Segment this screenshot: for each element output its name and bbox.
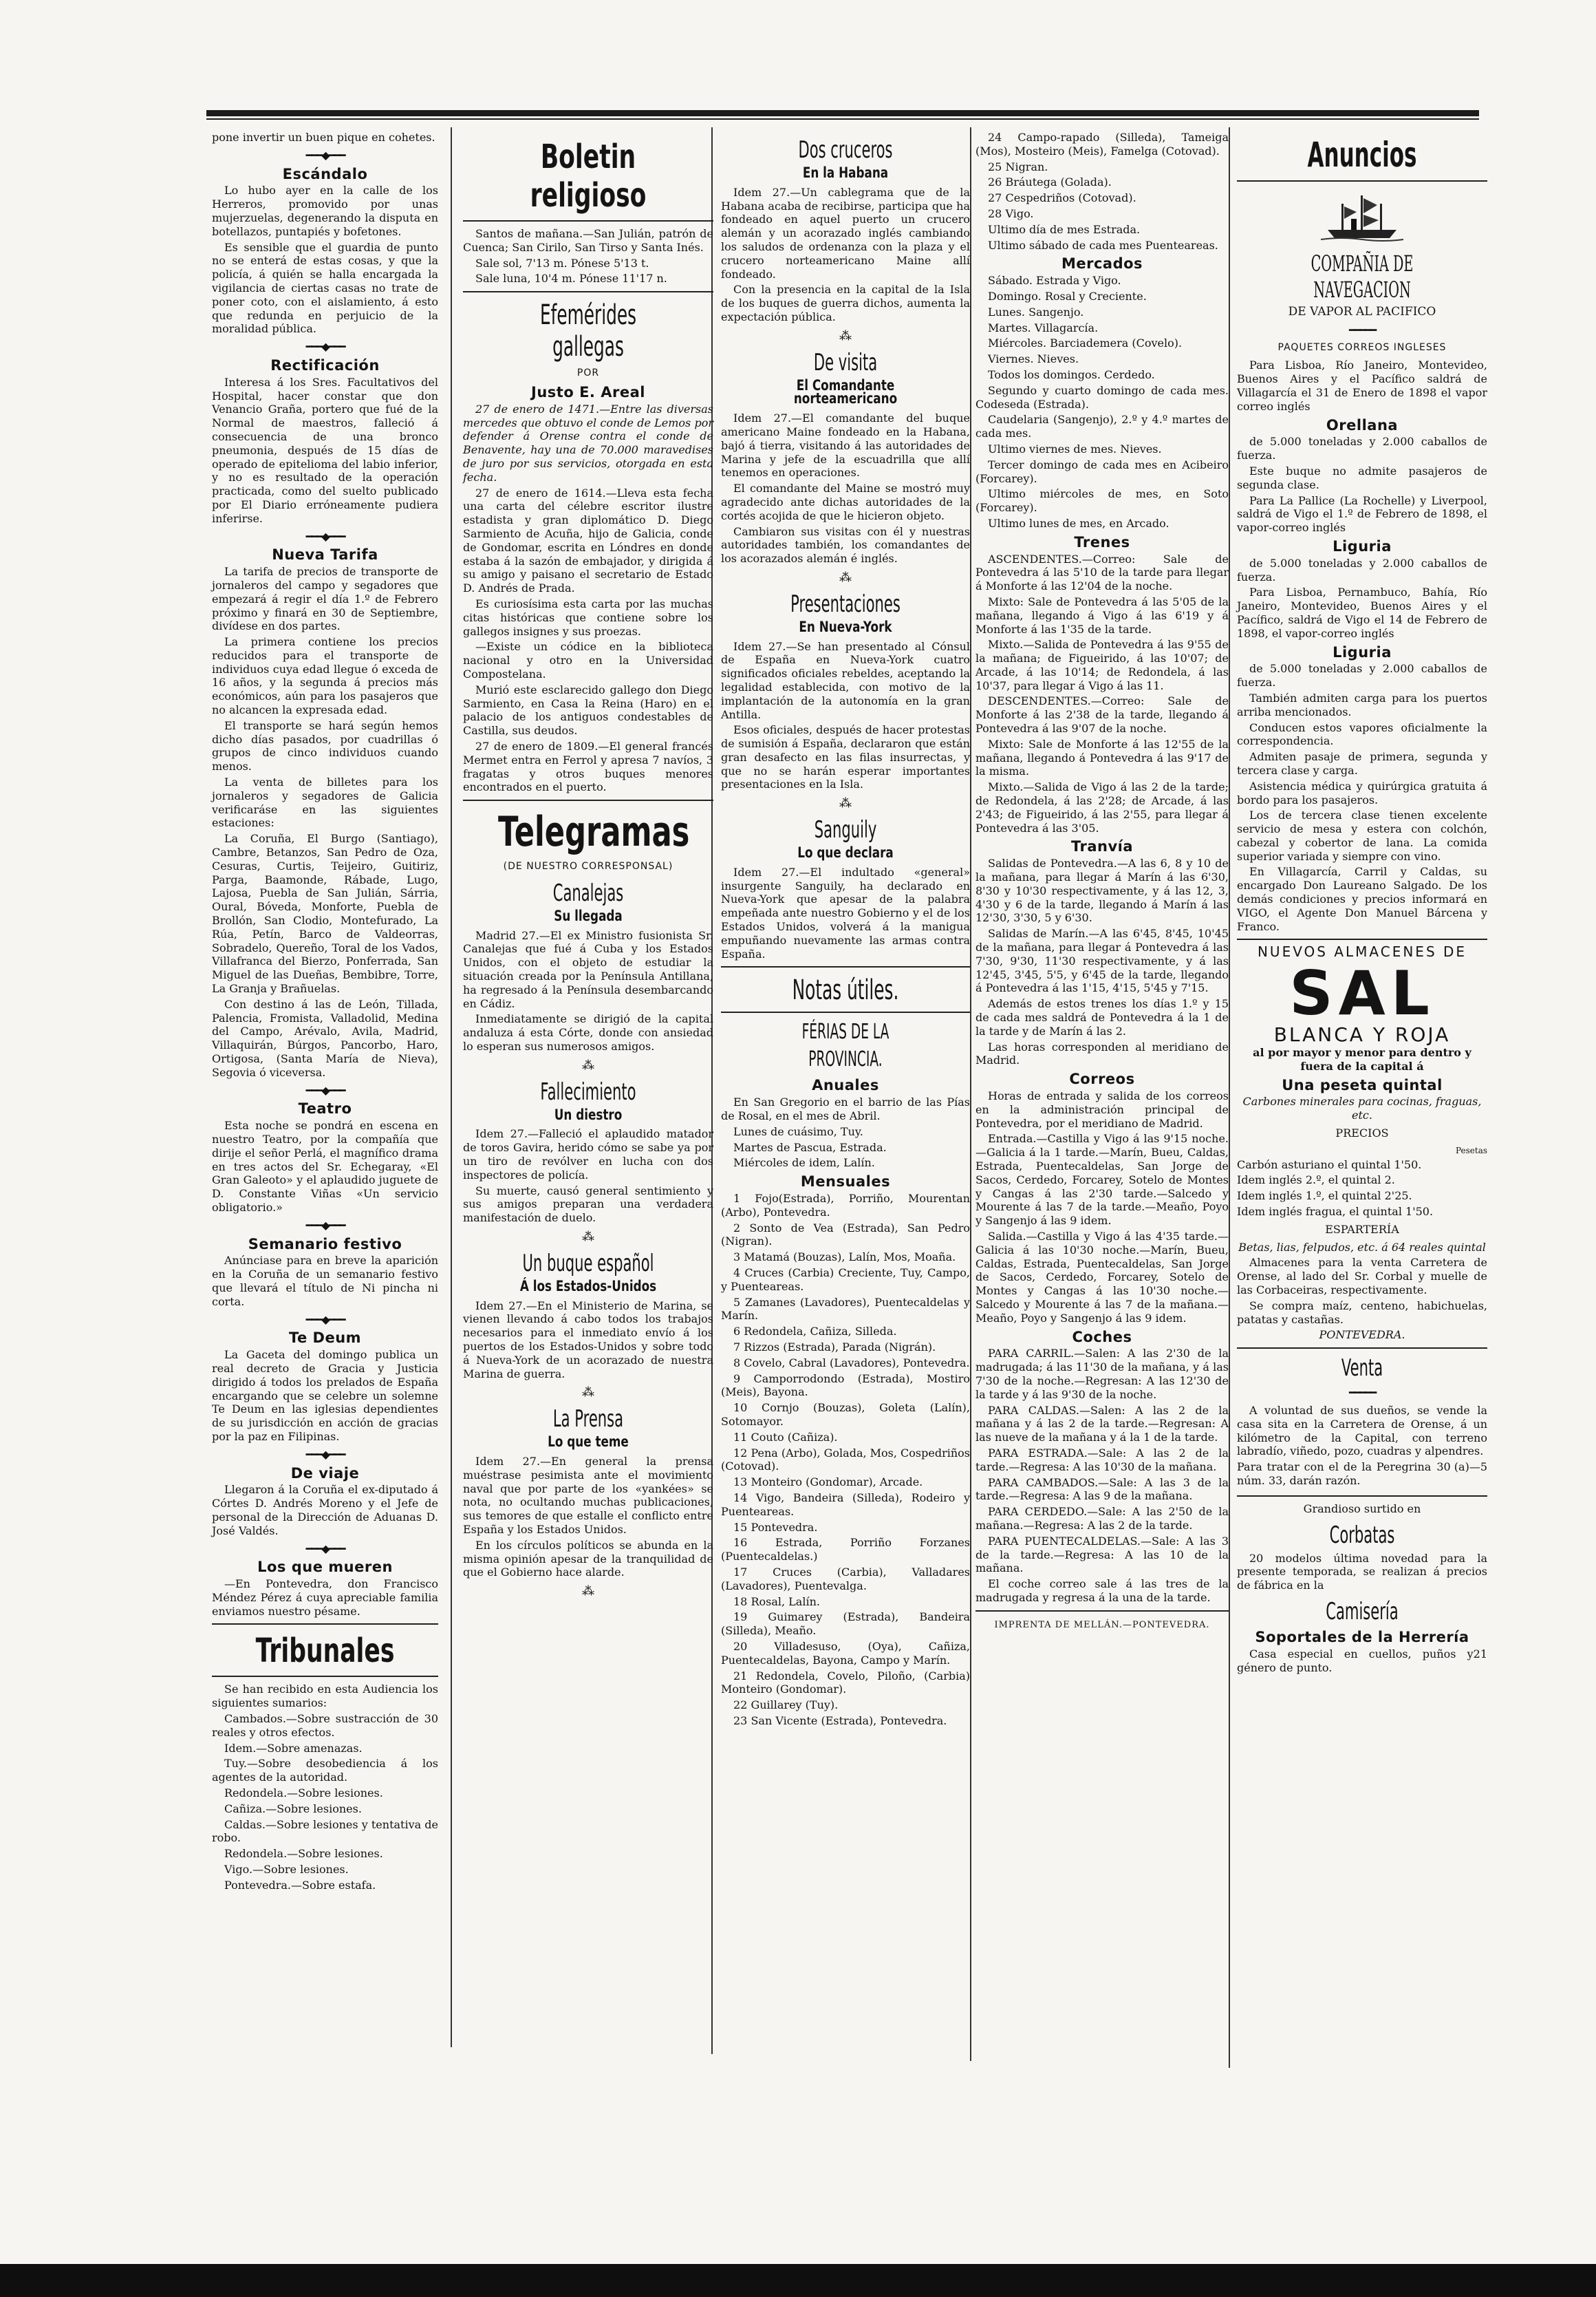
- list-item: 13 Monteiro (Gondomar), Arcade.: [733, 1475, 923, 1489]
- paragraph: Horas de entrada y salida de los correos en la administración principal de Pontevedra, por el meridiano de Madrid.: [975, 1089, 1229, 1130]
- byline-label: POR: [576, 367, 600, 379]
- list-item: Idem.—Sobre amenazas.: [224, 1741, 363, 1755]
- list-item: 4 Cruces (Carbia) Creciente, Tuy, Campo, y Puenteareas.: [721, 1266, 970, 1293]
- list-item: Segundo y cuarto domingo de cada mes. Codeseda (Estrada).: [975, 383, 1229, 411]
- paragraph: Para tratar con el de la Peregrina núm. 33, darán razón.: [1237, 1460, 1432, 1487]
- paragraph: PARA PUENTECALDELAS.—Sale: A las 3 de la tarde.—Regresa: A las 10 de la mañana.: [975, 1534, 1229, 1575]
- paragraph: Sale sol, 7'13 m. Pónese 5'13 t.: [475, 256, 649, 270]
- paragraph: ASCENDENTES.—Correo: Sale de Pontevedra á las 5'10 de la tarde para llegar á Monforte á las 12'04 de la noche.: [975, 552, 1229, 593]
- list-item: Miércoles. Barciademera (Covelo).: [988, 336, 1183, 350]
- paragraph: 27 de enero de 1614.—Lleva esta fecha una carta del célebre escritor ilustre estadista y gran diplomático D. Diego Sarmiento de Acuña, hijo de Galicia, conde de Gondomar, escrita en Lóndres en donde estaba á la sazón de embajador, y dirigida á su amigo y paisano el secretario de Estado D. Andrés de Prada.: [463, 486, 713, 595]
- paragraph: PARA ESTRADA.—Sale: A las 2 de la tarde.—Regresa: A las 10'30 de la mañana.: [975, 1446, 1229, 1473]
- list-item: 12 Pena (Arbo), Golada, Mos, Cospedriños (Cotovad).: [721, 1446, 970, 1473]
- section-title: Te Deum: [288, 1329, 362, 1347]
- paragraph: —En Pontevedra, don Francisco Méndez Pérez á cuya apreciable familia enviamos nuestro pésame.: [212, 1577, 438, 1618]
- price-line: Carbón asturiano el quintal 1'50.: [1237, 1157, 1422, 1171]
- ad-reference: 21: [1473, 1647, 1487, 1660]
- paragraph: Además de estos trenes los días 1.º y 15 de cada mes saldrá de Pontevedra á la 1 de la tarde y de Marín á las 2.: [975, 997, 1229, 1038]
- subheadline: Su llegada: [554, 907, 623, 924]
- rule: [1237, 180, 1487, 182]
- sal-subtitle: BLANCA Y ROJA: [1273, 1023, 1451, 1047]
- list-item: Lunes. Sangenjo.: [988, 305, 1084, 319]
- asterism: ⁂: [839, 570, 852, 585]
- paragraph: Almacenes para la venta Carretera de Orense, al lado del Sr. Corbal y muelle de las Corbaceiras, respectivamente.: [1237, 1256, 1487, 1297]
- paragraph: Mixto: Sale de Monforte á las 12'55 de la mañana, llegando á Pontevedra á las 9'17 de la misma.: [975, 737, 1229, 778]
- section-title: Anuales: [812, 1077, 879, 1094]
- list-item: 3 Matamá (Bouzas), Lalín, Mos, Moaña.: [733, 1250, 956, 1264]
- price-line: Idem inglés fragua, el quintal 1'50.: [1237, 1205, 1434, 1219]
- paragraph: PARA CALDAS.—Salen: A las 2 de la mañana y á las 2 de la tarde.—Regresan: A las nueve de la mañana y á la 1 de la tarde.: [975, 1403, 1229, 1444]
- list-item: 26 Bráutega (Golada).: [988, 175, 1112, 189]
- list-item: 19 Guimarey (Estrada), Bandeira (Silleda), Meaño.: [721, 1610, 970, 1638]
- list-item: 23 San Vicente (Estrada), Pontevedra.: [733, 1713, 947, 1727]
- list-item: 9 Camporrodondo (Estrada), Mostiro (Meis), Bayona.: [721, 1371, 970, 1399]
- headline: Un buque español: [522, 1249, 654, 1277]
- column-5: [1231, 131, 1493, 2058]
- page-bottom-band: [0, 2264, 1596, 2297]
- subheadline: Un diestro: [554, 1106, 623, 1123]
- paragraph: Idem 27.—En general la prensa muéstrase pesimista ante el movimiento naval que por parte de los «yankées» se nota, no ocultando muchas publicaciones, sus temores de que estalle el conflicto entre España y los Estados Unidos.: [463, 1455, 713, 1536]
- subheadline: Lo que teme: [548, 1433, 629, 1451]
- separator: ━━━◆━━━: [305, 1218, 345, 1232]
- section-title-ferias: FÉRIAS DE LA PROVINCIA.: [801, 1020, 889, 1072]
- asterism: ⁂: [582, 1230, 594, 1245]
- sal-title: SAL: [1289, 958, 1435, 1029]
- paragraph: Murió este esclarecido gallego don Diego Sarmiento, en Casa la Reina (Haro) en el palacio de los antiguos condestables de Castilla, sus deudos.: [463, 683, 713, 738]
- list-item: 8 Covelo, Cabral (Lavadores), Pontevedra.: [733, 1356, 970, 1369]
- list-item: Martes. Villagarcía.: [988, 321, 1099, 334]
- separator: ━━━◆━━━: [305, 1083, 345, 1097]
- list-item: Sábado. Estrada y Vigo.: [988, 274, 1121, 288]
- city-label: PONTEVEDRA.: [1319, 1328, 1405, 1342]
- list-item: 25 Nigran.: [988, 160, 1048, 173]
- camiseria-title: Camisería: [1326, 1597, 1399, 1625]
- section-title: Mercados: [1061, 255, 1143, 273]
- list-item: 22 Guillarey (Tuy).: [733, 1698, 839, 1712]
- paragraph: Idem 27.—Un cablegrama que de la Habana acaba de recibirse, participa que ha fondeado en aquel puerto un crucero alemán y un acorazado inglés cambiando los saludos de ordenanza con la plaza y el crucero norteamericano Maine allí fondeado.: [721, 185, 970, 281]
- section-title-telegramas: Telegramas: [497, 808, 690, 857]
- paragraph: Lo hubo ayer en la calle de los Herreros, promovido por unas mujerzuelas, degenerando la disputa en botellazos, puntapiés y bofetones.: [212, 184, 438, 238]
- section-title: Escándalo: [282, 165, 368, 182]
- company-subtitle: DE VAPOR AL PACIFICO: [1288, 305, 1436, 319]
- paragraph: Con destino á las de León, Tillada, Palencia, Fromista, Valladolid, Medina del Campo, Arévalo, Avila, Madrid, Villaquirán, Búrgos, Pancorbo, Haro, Ortigosa, (Santa María de Nieva), Segovia ó viceversa.: [212, 997, 438, 1079]
- paragraph: Asistencia médica y quirúrgica gratuita á bordo para los pasajeros.: [1237, 779, 1487, 806]
- paragraph: de 5.000 toneladas y 2.000 caballos de fuerza.: [1237, 556, 1487, 584]
- section-title: Coches: [1072, 1328, 1132, 1345]
- section-title-notas: Notas útiles.: [792, 974, 899, 1007]
- separator: ━━━◆━━━: [305, 529, 345, 543]
- paragraph: Santos de mañana.—San Julián, patrón de Cuenca; San Cirilo, San Tirso y Santa Inés.: [463, 227, 713, 254]
- list-item: 21 Redondela, Covelo, Piloño, (Carbia) Monteiro (Gondomar).: [721, 1669, 970, 1696]
- asterism: ⁂: [582, 1385, 594, 1400]
- list-item: 14 Vigo, Bandeira (Silleda), Rodeiro y Puenteareas.: [721, 1491, 970, 1518]
- ship-name: Liguria: [1333, 643, 1392, 661]
- rule: [212, 1623, 438, 1625]
- paragraph: Idem 27.—Se han presentado al Cónsul de España en Nueva-York cuatro significados oficiales rebeldes, aceptando la legalidad establecida, con motivo de la implantación de la autonomía en la gran Antilla.: [721, 639, 970, 721]
- list-item: 5 Zamanes (Lavadores), Puentecaldelas y Marín.: [721, 1295, 970, 1323]
- paragraph: Entrada.—Castilla y Vigo á las 9'15 noche.—Galicia á la 1 tarde.—Marín, Bueu, Caldas, Estrada, Puentecaldelas, San Jorge de Sacos, Cerdedo, Forcarey, Sotelo de Montes y Cangas á las 2'30 tarde.—Salcedo y Mourente á las 7 de la tarde.—Meaño, Poyo y Sangenjo á las 9 idem.: [975, 1132, 1229, 1228]
- subheadline: Á los Estados-Unidos: [519, 1277, 657, 1294]
- list-item: 2 Sonto de Vea (Estrada), San Pedro (Nigran).: [721, 1221, 970, 1248]
- soportales-label: Soportales de la Herrería: [1255, 1628, 1469, 1645]
- paragraph: Llegaron á la Coruña el ex-diputado á Córtes D. Andrés Moreno y el Jefe de personal de la Dirección de Aduanas D. José Valdés.: [212, 1483, 438, 1537]
- list-item: Todos los domingos. Cerdedo.: [988, 367, 1155, 381]
- paragraph: Cambiaron sus visitas con él y nuestras autoridades también, los comandantes de los acorazados alemán é inglés.: [721, 524, 970, 566]
- paragraph: También admiten carga para los puertos arriba mencionados.: [1237, 691, 1487, 718]
- paragraph: Es sensible que el guardia de punto no se enterá de estas cosas, y que la policía, á quién se halla encargada la vigilancia de ciertas casas no trate de poner coto, con el aislamiento, á esto que redunda en perjuicio de la moralidad pública.: [212, 240, 438, 336]
- list-item: Redondela.—Sobre lesiones.: [224, 1786, 383, 1800]
- list-item: Ultimo miércoles de mes, en Soto (Forcarey).: [975, 487, 1229, 515]
- separator: ━━━◆━━━: [305, 1312, 345, 1326]
- paragraph: La venta de billetes para los jornaleros y segadores de Galicia verificaráse en las siguientes estaciones:: [212, 776, 438, 830]
- asterism: ⁂: [839, 796, 852, 811]
- headline: La Prensa: [552, 1405, 624, 1433]
- list-item: 10 Cornjo (Bouzas), Goleta (Lalín), Sotomayor.: [721, 1401, 970, 1428]
- section-title: Tranvía: [1070, 838, 1134, 855]
- paragraph: Con la presencia en la capital de la Isla de los buques de guerra dichos, aumenta la expectación pública.: [721, 283, 970, 323]
- paragraph: Idem 27.—El indultado «general» insurgente Sanguily, ha declarado en Nueva-York que apesar de la palabra empeñada ante nuestro Gobierno y el de los Estados Unidos, volverá á la manigua empuñando nuevamente las armas contra España.: [721, 865, 970, 961]
- headline: De visita: [813, 348, 878, 376]
- separator: ━━━◆━━━: [305, 340, 345, 354]
- paragraph: Madrid 27.—El ex Ministro fusionista Sr. Canalejas que fué á Cuba y los Estados Unidos, con el objeto de estudiar la situación creada por la Península Antillana, ha regresado á la Península desembarcando en Cádiz.: [463, 928, 713, 1010]
- paragraph: Esos oficiales, después de hacer protestas de sumisión á España, declararon que están gran desafecto en las filas insurrectas, y que no se harán esperar importantes presentaciones en la Isla.: [721, 723, 970, 791]
- headline: Dos cruceros: [798, 136, 893, 164]
- price-headline: Una peseta quintal: [1282, 1076, 1443, 1093]
- section-title-boletin: Boletin religioso: [530, 138, 647, 215]
- list-item: 18 Rosal, Lalín.: [733, 1594, 820, 1608]
- subheadline: En Nueva-York: [799, 618, 892, 635]
- rule: [1237, 1347, 1487, 1349]
- intro-text: pone invertir un buen pique en cohetes.: [212, 131, 435, 144]
- rule: [463, 291, 713, 292]
- list-item: Ultimo día de mes Estrada.: [988, 222, 1141, 236]
- rule: [721, 966, 970, 968]
- price-line: Idem inglés 1.º, el quintal 2'25.: [1237, 1189, 1412, 1203]
- paragraph: Idem 27.—Falleció el aplaudido matador de toros Gavira, herido cómo se sabe ya por un tiro de revólver en lucha con dos inspectores de policía.: [463, 1127, 713, 1182]
- ship-name: Orellana: [1326, 416, 1399, 434]
- separator: ━━━◆━━━: [305, 148, 345, 162]
- paragraph: 27 de enero de 1809.—El general francés Mermet entra en Ferrol y apresa 7 navíos, 3 fragatas y otros buques menores encontrados en el puerto.: [463, 739, 713, 794]
- paragraph: La tarifa de precios de transporte de jornaleros del campo y segadores que empezará á regir el día 1.º de Febrero próximo y finará en 30 de Septiembre, divídese en dos partes.: [212, 565, 438, 633]
- section-title-venta: Venta: [1341, 1354, 1383, 1382]
- byline-author: Justo E. Areal: [531, 383, 645, 400]
- paragraph: Esta noche se pondrá en escena en nuestro Teatro, por la compañía que dirije el señor Perlá, el magnífico drama en tres actos del Sr. Echegaray, «El Gran Galeoto» y el aplaudido juguete de D. Constante Viñas «Un servicio obligatorio.»: [212, 1119, 438, 1214]
- list-item: 6 Redondela, Cañiza, Silleda.: [733, 1325, 897, 1338]
- list-item: Ultimo sábado de cada mes Puenteareas.: [988, 238, 1218, 252]
- paragraph: PARA CAMBADOS.—Sale: A las 3 de la tarde.—Regresa: A las 9 de la mañana.: [975, 1475, 1229, 1503]
- paragraph: En Villagarcía, Carril y Caldas, su encargado Don Laureano Salgado. De los demás condiciones y precios informará en VIGO, el Agente Don Manuel Bárcena y Franco.: [1237, 865, 1487, 933]
- list-item: 24 Campo-rapado (Silleda), Tameiga (Mos), Mosteiro (Meis), Famelga (Cotovad).: [975, 131, 1229, 158]
- column-divider: [451, 127, 452, 2047]
- ship-name: Liguria: [1333, 537, 1392, 555]
- subheadline: En la Habana: [802, 164, 889, 181]
- list-item: 1 Fojo(Estrada), Porriño, Mourentan (Arbo), Pontevedra.: [721, 1192, 970, 1219]
- paragraph: Inmediatamente se dirigió de la capital andaluza á esta Córte, donde con ansiedad lo esperan sus numerosos amigos.: [463, 1012, 713, 1054]
- paragraph: Mixto.—Salida de Pontevedra á las 9'55 de la mañana; de Figueirido, á las 10'07; de Arcade, á las 10'14; de Redondela, á las 10'37, para llegar á Vigo á las 11.: [975, 638, 1229, 692]
- headline: Presentaciones: [790, 590, 901, 618]
- paragraph: de 5.000 toneladas y 2.000 caballos de fuerza.: [1237, 662, 1487, 690]
- paragraph: Carbones minerales para cocinas, fraguas, etc.: [1242, 1095, 1482, 1122]
- section-title: Teatro: [298, 1100, 352, 1118]
- section-title: De viaje: [290, 1464, 360, 1482]
- rule: [463, 800, 713, 801]
- list-item: 11 Couto (Cañiza).: [733, 1430, 838, 1444]
- paragraph: Este buque no admite pasajeros de segunda clase.: [1237, 464, 1487, 491]
- list-item: Domingo. Rosal y Creciente.: [988, 289, 1147, 303]
- paragraph: Sale luna, 10'4 m. Pónese 11'17 n.: [475, 272, 667, 286]
- steamship-icon: [1321, 189, 1403, 244]
- paragraph: El transporte se hará según hemos dicho días pasados, por cuadrillas ó grupos de cinco individuos cuando menos.: [212, 718, 438, 773]
- section-title: Los que mueren: [257, 1559, 393, 1576]
- section-title: Nueva Tarifa: [272, 546, 378, 564]
- subtitle: (DE NUESTRO CORRESPONSAL): [503, 861, 673, 873]
- list-item: 20 Villadesuso, (Oya), Cañiza, Puentecaldelas, Bayona, Campo y Marín.: [721, 1639, 970, 1667]
- grandioso-label: Grandioso surtido en: [1303, 1502, 1421, 1515]
- paragraph: Se compra maíz, centeno, habichuelas, patatas y castañas.: [1237, 1299, 1487, 1326]
- header-rule-thin: [206, 118, 1479, 120]
- paragraph: Idem 27.—En el Ministerio de Marina, se vienen llevando á cabo todos los trabajos necesarios para el inmediato envío á los puertos de los Estados-Unidos y sobre todo á Nueva-York de un acorazado de nuestra Marina de guerra.: [463, 1299, 713, 1380]
- paragraph: Mixto: Sale de Pontevedra á las 5'05 de la mañana, llegando á Vigo á las 6'19 y á Monforte á las 1'35 de la tarde.: [975, 595, 1229, 636]
- separator: ━━━◆━━━: [305, 1447, 345, 1461]
- paragraph: de 5.000 toneladas y 2.000 caballos de fuerza.: [1237, 435, 1487, 462]
- paragraph: La Gaceta del domingo publica un real decreto de Gracia y Justicia dirigido á todos los prelados de España encargando que se celebre un solemne Te Deum en las iglesias dependientes de su jurisdicción en acción de gracias por la paz en Filipinas.: [212, 1348, 438, 1443]
- list-item: Caudelaria (Sangenjo), 2.º y 4.º martes de cada mes.: [975, 413, 1229, 440]
- list-item: Cañiza.—Sobre lesiones.: [224, 1802, 362, 1815]
- list-item: Ultimo viernes de mes. Nieves.: [988, 442, 1162, 456]
- paragraph: Salidas de Pontevedra.—A las 6, 8 y 10 de la mañana, para llegar á Marín á las 6'30, 8'30 y 10'30 respectivamente, y á las 12, 3, 4'30 y 6 de la tarde, llegando á Marín á las 12'30, 3'30, 5 y 6'30.: [975, 857, 1229, 925]
- paragraph: Salida.—Castilla y Vigo á las 4'35 tarde.—Galicia á las 10'30 noche.—Marín, Bueu, Caldas, Estrada, Puentecaldelas, San Jorge de Sacos, Cerdedo, Forcarey, Sotelo de Montes y Cangas á las 10'30 noche.—Salcedo y Mourente á las 7 de la mañana.—Meaño, Poyo y Sangenjo á las 9 idem.: [975, 1229, 1229, 1325]
- list-item: 28 Vigo.: [988, 206, 1034, 220]
- paragraph: Betas, lias, felpudos, etc. á 64 reales quintal: [1238, 1240, 1486, 1254]
- section-title: Rectificación: [270, 356, 380, 374]
- list-item: Miércoles de idem, Lalín.: [733, 1156, 875, 1170]
- list-item: 7 Rizzos (Estrada), Parada (Nigrán).: [733, 1340, 936, 1354]
- section-title-anuncios: Anuncios: [1307, 135, 1417, 175]
- column-1: [206, 131, 444, 2044]
- paragraph: DESCENDENTES.—Correo: Sale de Monforte á las 2'38 de la tarde, llegando á Pontevedra á las 9'07 de la noche.: [975, 694, 1229, 736]
- list-item: Redondela.—Sobre lesiones.: [224, 1847, 383, 1861]
- paragraph: La Coruña, El Burgo (Santiago), Cambre, Betanzos, San Pedro de Oza, Cesuras, Curtis, Teijeiro, Guitiriz, Parga, Baamonde, Rábade, Lugo, Lajosa, Puebla de San Julián, Sárria, Oural, Bóveda, Monforte, Puebla de Brollón, San Clodio, Montefurado, La Rúa, Petín, Barco de Valdeorras, Sobradelo, Quereño, Toral de los Vados, Villafranca del Bierzo, Ponferrada, San Miguel de las Dueñas, Bembibre, Torre, La Granja y Brañuelas.: [212, 832, 438, 996]
- paragraph: PARA CARRIL.—Salen: A las 2'30 de la madrugada; á las 11'30 de la mañana, y á las 7'30 de la noche.—Regresan: A las 12'30 de la tarde y á las 9'30 de la noche.: [975, 1347, 1229, 1401]
- list-item: Cambados.—Sobre sustracción de 30 reales y otros efectos.: [212, 1712, 438, 1739]
- rule: [463, 220, 713, 222]
- paragraph: Idem 27.—El comandante del buque americano Maine fondeado en la Habana, bajó á tierra, visitando á las autoridades de Marina y jefe de la escuadrilla que allí tenemos en operaciones.: [721, 412, 970, 480]
- section-title-tribunales: Tribunales: [255, 1632, 395, 1671]
- list-item: Lunes de cuásimo, Tuy.: [733, 1124, 863, 1138]
- list-item: 27 Cespedriños (Cotovad).: [988, 191, 1136, 205]
- paragraph: Para Lisboa, Río Janeiro, Montevideo, Buenos Aires y el Pacífico saldrá de Villagarcía el 31 de Enero de 1898 el vapor correo inglés: [1237, 359, 1487, 413]
- section-title: Semanario festivo: [248, 1235, 402, 1252]
- paragraph: Interesa á los Sres. Facultativos del Hospital, hacer constar que don Venancio Graña, portero que fué de la Normal de maestros, falleció á consecuencia de una bronco pneumonia, después de 15 días de operado de epitelioma del labio inferior, y no es resultado de la operación practicada, como del suelto publicado por El Diario erróneamente pudiera inferirse.: [212, 375, 438, 525]
- asterism: ⁂: [582, 1058, 594, 1073]
- headline: Fallecimiento: [540, 1078, 636, 1106]
- paragraph: Los de tercera clase tienen excelente servicio de mesa y estera con colchón, cabezal y cobertor de lana. La comida superior variada y siempre con vino.: [1237, 809, 1487, 863]
- section-title-efemerides: Efemérides gallegas: [539, 299, 637, 363]
- list-item: 17 Cruces (Carbia), Valladares (Lavadores), Puentevalga.: [721, 1565, 970, 1592]
- list-item: Caldas.—Sobre lesiones y tentativa de robo.: [212, 1817, 438, 1845]
- printer-credit: IMPRENTA DE MELLÁN.—PONTEVEDRA.: [994, 1619, 1210, 1630]
- headline: Sanguily: [814, 816, 877, 844]
- paragraph: Es curiosísima esta carta por las muchas citas históricas que contiene sobre los gallegos insignes y sus proezas.: [463, 597, 713, 638]
- paragraph: —Existe un códice en la biblioteca nacional y otro en la Universidad Compostelana.: [463, 640, 713, 681]
- list-item: Viernes. Nieves.: [988, 352, 1079, 366]
- company-name: COMPAÑIA DE NAVEGACION: [1311, 250, 1414, 303]
- subheadline: El Comandante nortеamericano: [793, 376, 898, 407]
- list-item: 16 Estrada, Porriño Forzanes (Puentecaldelas.): [721, 1536, 970, 1563]
- separator: ━━━━━: [1348, 323, 1376, 336]
- paragraph: El coche correo sale á las tres de la madrugada y regresa á la una de la tarde.: [975, 1577, 1229, 1604]
- paragraph: Conducen estos vapores oficialmente la correspondencia.: [1237, 720, 1487, 748]
- paragraph: Para Lisboa, Pernambuco, Bahía, Río Janeiro, Montevideo, Buenos Aires y el Pacífico, saldrá de Vigo el 14 de Febrero de 1898, el vapor-correo inglés: [1237, 586, 1487, 640]
- asterism: ⁂: [582, 1584, 594, 1599]
- paragraph: 27 de enero de 1471.—Entre las diversas mercedes que obtuvo el conde de Lemos por defender á Orense contra el conde de Benavente, hay una de 70.000 maravedises de juro por sus servicios, otorgada en esta fecha.: [463, 402, 713, 484]
- paragraph: En San Gregorio en el barrio de las Pías de Rosal, en el mes de Abril.: [721, 1096, 970, 1123]
- price-line: Idem inglés 2.º, el quintal 2.: [1237, 1173, 1395, 1187]
- list-item: Tuy.—Sobre desobediencia á los agentes de la autoridad.: [212, 1757, 438, 1784]
- paragraph: PARA CERDEDO.—Sale: A las 2'50 de la mañana.—Regresa: A las 2 de la tarde.: [975, 1505, 1229, 1532]
- rule: [721, 1012, 970, 1013]
- paragraph: Su muerte, causó general sentimiento y sus amigos preparan una verdadera manifestación de duelo.: [463, 1184, 713, 1225]
- subheadline: Lo que declara: [797, 844, 894, 862]
- paragraph: Mixto.—Salida de Vigo á las 2 de la tarde; de Redondela, á las 2'28; de Arcade, á las 2'43; de Figueirido, á las 2'55, para llegar á Pontevedra á las 3'05.: [975, 780, 1229, 835]
- section-title: Mensuales: [800, 1173, 891, 1190]
- paragraph: Las horas corresponden al meridiano de Madrid.: [975, 1040, 1229, 1067]
- column-2: [457, 131, 719, 2051]
- list-item: Vigo.—Sobre lesiones.: [224, 1863, 349, 1877]
- list-item: Martes de Pascua, Estrada.: [733, 1140, 887, 1154]
- separator: ━━━━━: [1348, 1386, 1376, 1400]
- headline: Canalejas: [552, 879, 624, 907]
- section-title: Trenes: [1074, 533, 1130, 551]
- paragraph: Admiten pasaje de primera, segunda y tercera clase y carga.: [1237, 750, 1487, 777]
- paragraph: Para La Pallice (La Rochelle) y Liverpool, saldrá de Vigo el 1.º de Febrero de 1898, el vapor-correo inglés: [1237, 493, 1487, 535]
- section-title: Correos: [1069, 1071, 1135, 1088]
- paragraph: 20 modelos última novedad para la presente temporada, se realizan á precios de fábrica en la: [1237, 1551, 1487, 1592]
- column-4: [970, 131, 1234, 2071]
- header-rule: [206, 110, 1479, 116]
- paragraph: A voluntad de sus dueños, se vende la casa sita en la Carretera de Orense, á un kilómetro de la Capital, con terreno labradío, viñedo, pozo, cuadras y alpendres.: [1237, 1404, 1487, 1458]
- paragraph: El comandante del Maine se mostró muy agradecido ante dichas autoridades de la cortés acojida de que le hicieron objeto.: [721, 482, 970, 522]
- paragraph: Salidas de Marín.—A las 6'45, 8'45, 10'45 de la mañana, para llegar á Pontevedra á las 7'30, 9'30, 11'30 respectivamente, y á las 12'45, 3'45, 5'5, y 6'45 de la tarde, llegando á Pontevedra á las 1'15, 4'15, 5'45 y 7'15.: [975, 927, 1229, 995]
- list-item: 15 Pontevedra.: [733, 1520, 818, 1534]
- rule: [1237, 1495, 1487, 1497]
- paragraph: Casa especial en cuellos, puños y género de punto.: [1237, 1647, 1474, 1674]
- paragraph: al por mayor y menor para dentro y fuera de la capital á: [1253, 1046, 1471, 1073]
- paragraph: La primera contiene los precios reducidos para el transporte de individuos cuya edad llegue ó exceda de 16 años, y la segunda á precios más económicos, aún para los pasajeros que no alcancen la expresada edad.: [212, 635, 438, 717]
- list-item: Tercer domingo de cada mes en Acibeiro (Forcarey).: [975, 458, 1229, 485]
- separator: ━━━◆━━━: [305, 1541, 345, 1555]
- paragraph: Anúnciase para en breve la aparición en la Coruña de un semanario festivo que llevará el título de Ni pincha ni corta.: [212, 1254, 438, 1308]
- almacenes-heading: NUEVOS ALMACENES DE: [1257, 943, 1467, 961]
- paragraph: Se han recibido en esta Audiencia los siguientes sumarios:: [212, 1682, 438, 1710]
- precios-label: PRECIOS: [1335, 1126, 1389, 1140]
- esparteria-label: ESPARTERÍA: [1325, 1222, 1399, 1236]
- paquetes-label: PAQUETES CORREOS INGLESES: [1277, 341, 1447, 353]
- column-3: [715, 131, 975, 2058]
- list-item: Pontevedra.—Sobre estafa.: [224, 1878, 376, 1892]
- asterism: ⁂: [839, 328, 852, 343]
- ad-reference: 30 (a)—5: [1436, 1460, 1487, 1474]
- rule: [975, 1610, 1229, 1612]
- corbatas-title: Corbatas: [1329, 1521, 1395, 1549]
- list-item: Ultimo lunes de mes, en Arcado.: [988, 516, 1169, 530]
- pesetas-label: Pesetas: [1455, 1145, 1487, 1155]
- rule: [1237, 939, 1487, 940]
- paragraph: En los círculos políticos se abunda en la misma opinión apesar de la tranquilidad de que el Gobierno hace alarde.: [463, 1538, 713, 1579]
- rule: [212, 1676, 438, 1677]
